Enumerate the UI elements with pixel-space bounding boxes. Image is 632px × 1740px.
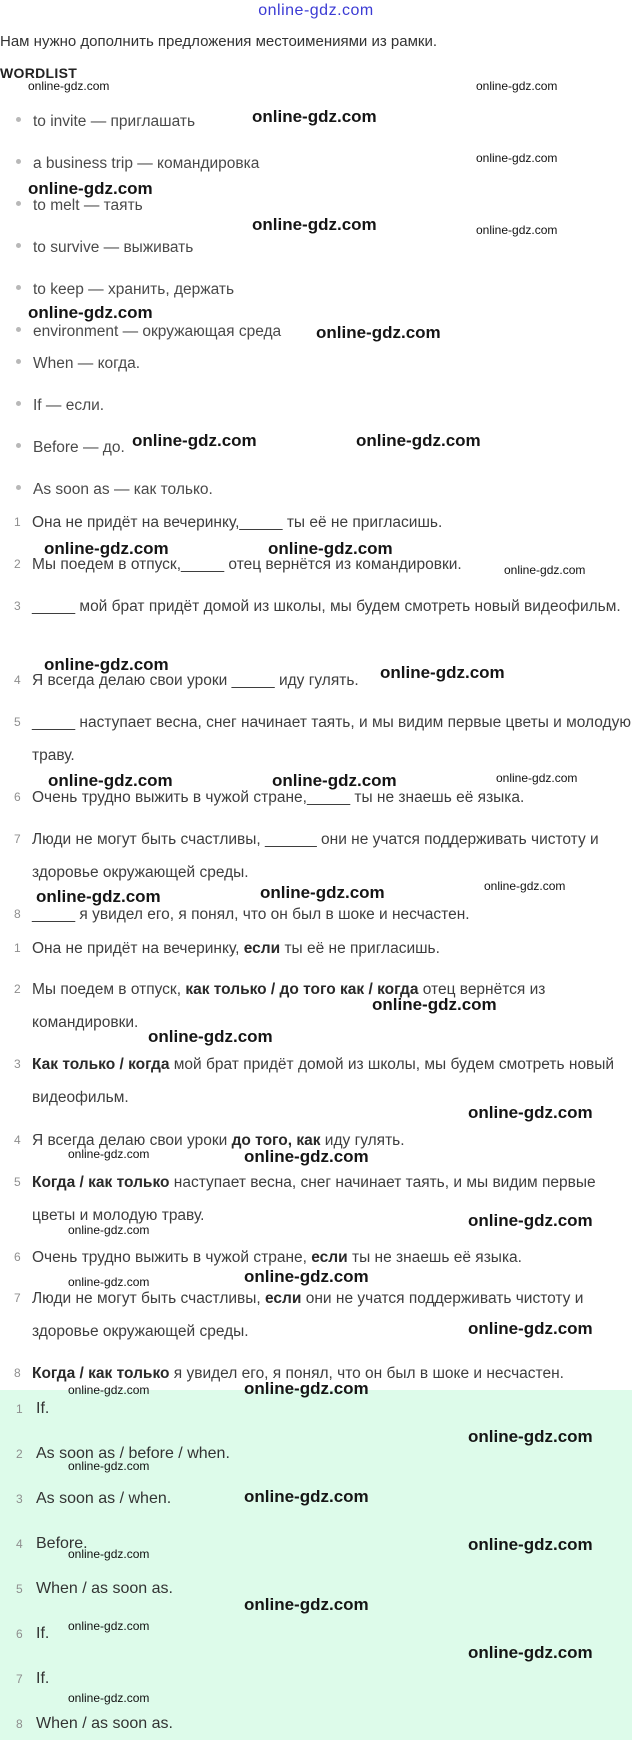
watermark: online-gdz.com — [68, 1691, 150, 1705]
answer-item: 8 When / as soon as. — [16, 1715, 173, 1732]
watermark: online-gdz.com — [252, 107, 377, 126]
watermark: online-gdz.com — [356, 431, 481, 450]
watermark: online-gdz.com — [28, 303, 153, 322]
wordlist-title: WORDLIST — [0, 65, 78, 81]
watermark: online-gdz.com — [132, 431, 257, 450]
bullet-icon — [16, 443, 21, 448]
bullet-icon — [16, 401, 21, 406]
answer-item: 1 If. — [16, 1400, 50, 1417]
bullet-icon — [16, 485, 21, 490]
watermark: online-gdz.com — [252, 215, 377, 234]
watermark: online-gdz.com — [468, 1427, 593, 1446]
watermark: online-gdz.com — [244, 1147, 369, 1166]
wordlist-item: to survive — выживать — [16, 239, 193, 257]
watermark: online-gdz.com — [68, 1147, 150, 1161]
wordlist-item: Before — до. — [16, 439, 125, 457]
instruction-text: Нам нужно дополнить предложения местоимениями из рамки. — [0, 33, 437, 50]
watermark: online-gdz.com — [468, 1211, 593, 1230]
watermark: online-gdz.com — [68, 1619, 150, 1633]
watermark: online-gdz.com — [380, 663, 505, 682]
watermark: online-gdz.com — [268, 539, 393, 558]
watermark: online-gdz.com — [496, 771, 578, 785]
watermark: online-gdz.com — [244, 1595, 369, 1614]
watermark: online-gdz.com — [468, 1103, 593, 1122]
watermark: online-gdz.com — [28, 179, 153, 198]
watermark: online-gdz.com — [244, 1379, 369, 1398]
watermark: online-gdz.com — [44, 539, 169, 558]
watermark: online-gdz.com — [476, 151, 558, 165]
watermark: online-gdz.com — [28, 79, 110, 93]
watermark: online-gdz.com — [476, 79, 558, 93]
answer-item: 7 If. — [16, 1670, 50, 1687]
watermark: online-gdz.com — [484, 879, 566, 893]
answer-item: 4 Before. — [16, 1535, 88, 1552]
bullet-icon — [16, 117, 21, 122]
wordlist-item: If — если. — [16, 397, 104, 415]
watermark: online-gdz.com — [468, 1319, 593, 1338]
wordlist-item: to invite — приглашать — [16, 113, 195, 131]
watermark: online-gdz.com — [260, 883, 385, 902]
watermark: online-gdz.com — [44, 655, 169, 674]
watermark: online-gdz.com — [468, 1643, 593, 1662]
answer-item: 6 If. — [16, 1625, 50, 1642]
watermark: online-gdz.com — [504, 563, 586, 577]
answer-item: 2 As soon as / before / when. — [16, 1445, 230, 1462]
watermark: online-gdz.com — [244, 1487, 369, 1506]
watermark: online-gdz.com — [372, 995, 497, 1014]
watermark: online-gdz.com — [316, 323, 441, 342]
watermark: online-gdz.com — [68, 1383, 150, 1397]
answer-item: 3 As soon as / when. — [16, 1490, 172, 1507]
watermark: online-gdz.com — [68, 1547, 150, 1561]
bullet-icon — [16, 327, 21, 332]
watermark: online-gdz.com — [48, 771, 173, 790]
watermark: online-gdz.com — [68, 1459, 150, 1473]
wordlist-item: to melt — таять — [16, 197, 143, 215]
wordlist-item: environment — окружающая среда — [16, 323, 281, 341]
wordlist-item: a business trip — командировка — [16, 155, 259, 173]
watermark: online-gdz.com — [148, 1027, 273, 1046]
watermark: online-gdz.com — [68, 1223, 150, 1237]
watermark: online-gdz.com — [36, 887, 161, 906]
wordlist-item: When — когда. — [16, 355, 140, 373]
watermark: online-gdz.com — [272, 771, 397, 790]
bullet-icon — [16, 159, 21, 164]
bullet-icon — [16, 359, 21, 364]
bullet-icon — [16, 201, 21, 206]
answer-item: 5 When / as soon as. — [16, 1580, 173, 1597]
wordlist-item: to keep — хранить, держать — [16, 281, 234, 299]
watermark: online-gdz.com — [244, 1267, 369, 1286]
watermark: online-gdz.com — [476, 223, 558, 237]
site-logo[interactable]: online-gdz.com — [258, 2, 374, 19]
bullet-icon — [16, 243, 21, 248]
watermark: online-gdz.com — [468, 1535, 593, 1554]
wordlist-item: As soon as — как только. — [16, 481, 213, 499]
watermark: online-gdz.com — [68, 1275, 150, 1289]
bullet-icon — [16, 285, 21, 290]
